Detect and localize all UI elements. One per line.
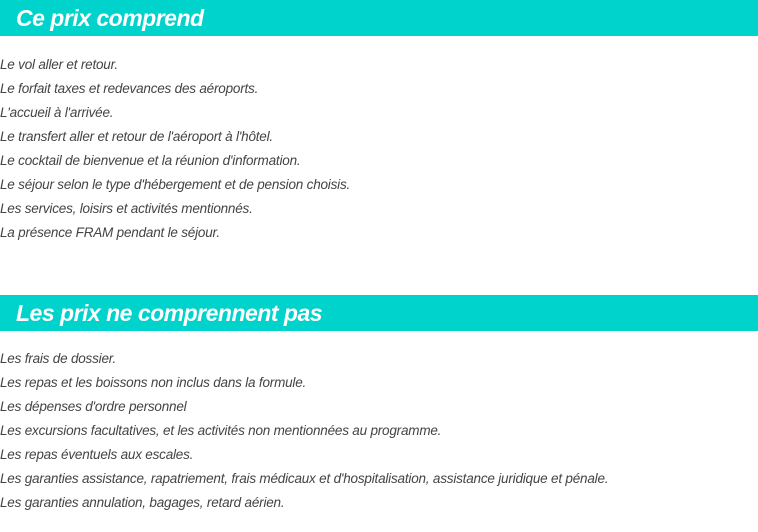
list-item: Les repas et les boissons non inclus dans la formule. (0, 375, 307, 390)
list-item: Le vol aller et retour. (0, 57, 118, 72)
list-item: Le transfert aller et retour de l'aéroport à l'hôtel. (0, 129, 273, 144)
list-item: Le séjour selon le type d'hébergement et de pension choisis. (0, 177, 351, 192)
list-item: Les frais de dossier. (0, 351, 117, 366)
list-item: Le forfait taxes et redevances des aéroports. (0, 81, 259, 96)
list-item: Les repas éventuels aux escales. (0, 447, 194, 462)
excluded-header (0, 295, 758, 331)
excluded-list (0, 347, 608, 515)
list-item: Les excursions facultatives, et les activités non mentionnées au programme. (0, 423, 442, 438)
list-item: L'accueil à l'arrivée. (0, 105, 114, 120)
list-item: Les garanties assistance, rapatriement, frais médicaux et d'hospitalisation, assistance juridique et pénale. (0, 471, 609, 486)
list-item: Les dépenses d'ordre personnel (0, 399, 187, 414)
excluded-title: Les prix ne comprennent pas (16, 300, 323, 326)
included-header (0, 0, 758, 36)
list-item: Le cocktail de bienvenue et la réunion d'information. (0, 153, 301, 168)
list-item: Les services, loisirs et activités mentionnés. (0, 201, 253, 216)
included-title: Ce prix comprend (16, 5, 204, 31)
included-list (0, 53, 350, 245)
list-item: La présence FRAM pendant le séjour. (0, 225, 220, 240)
list-item: Les garanties annulation, bagages, retard aérien. (0, 495, 285, 510)
